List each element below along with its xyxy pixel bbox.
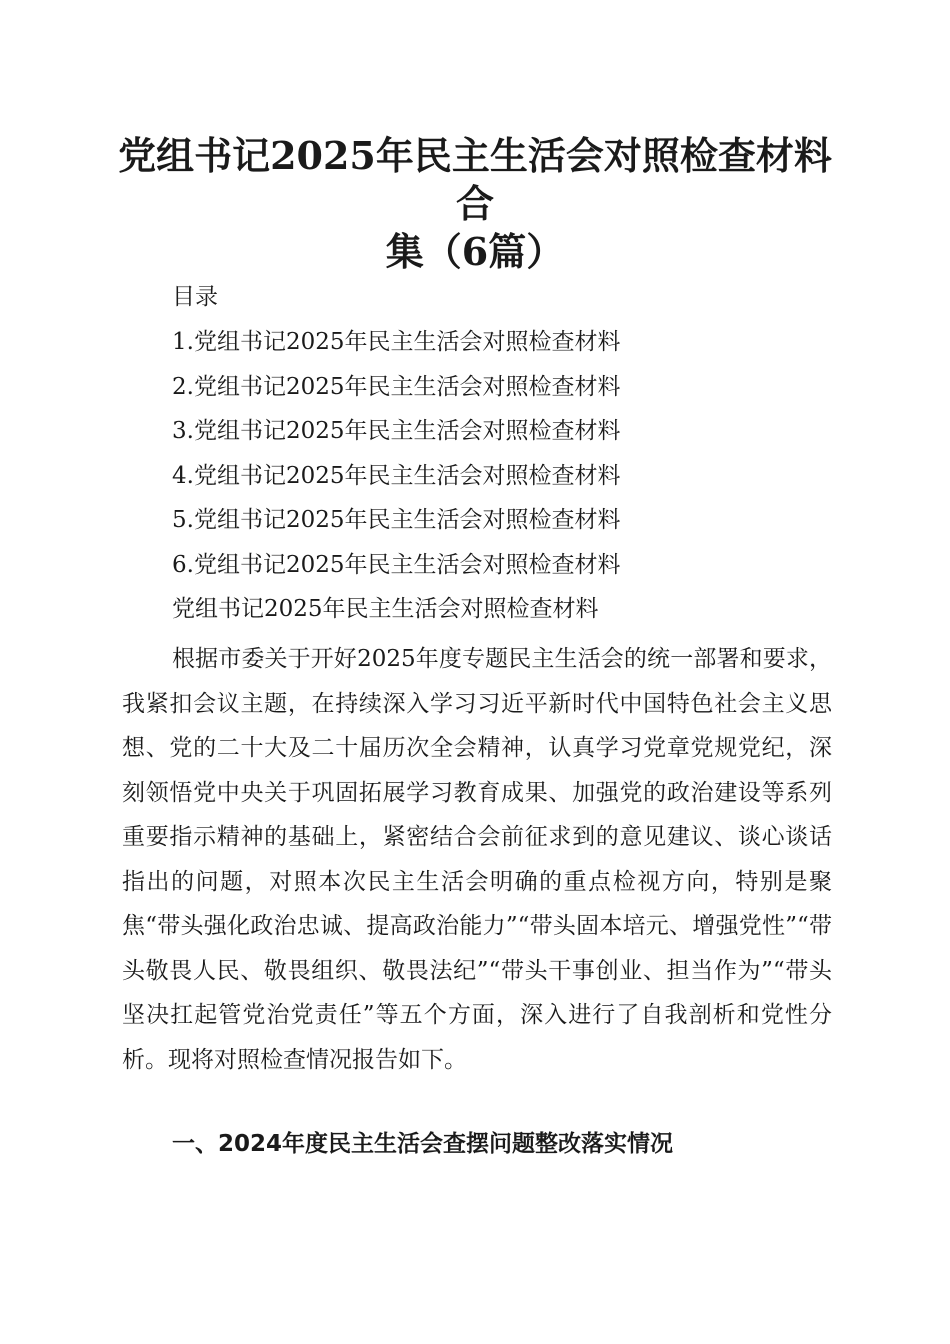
toc-heading: 目录 [172, 284, 218, 310]
toc-item-2: 2.党组书记2025年民主生活会对照检查材料 [172, 373, 621, 400]
document-title [110, 132, 840, 276]
toc-item-6: 6.党组书记2025年民主生活会对照检查材料 [172, 551, 621, 578]
toc-item-3: 3.党组书记2025年民主生活会对照检查材料 [172, 418, 621, 444]
document-title-line-2: 集（6篇） [385, 229, 565, 274]
section-heading: 一、2024年度民主生活会查摆问题整改落实情况 [172, 1131, 674, 1157]
toc-item-5: 5.党组书记2025年民主生活会对照检查材料 [172, 507, 621, 533]
article-title: 党组书记2025年民主生活会对照检查材料 [172, 596, 599, 622]
document-title-line-1: 党组书记2025年民主生活会对照检查材料合 [118, 133, 832, 226]
body-paragraph: 根据市委关于开好2025年度专题民主生活会的统一部署和要求，我紧扣会议主题，在持续深入学习习近平新时代中国特色社会主义思想、党的二十大及二十届历次全会精神，认真学习党章党规党纪，深刻领悟党中央关于巩固拓展学习教育成果、加强党的政治建设等系列重要指示精神的基础上，紧密结合会前征求到的意见建议、谈心谈话指出的问题，对照本次民主生活会明确的重点检视方向，特别是聚焦“带头强化政治忠诚、提高政治能力”“带头固本培元、增强党性”“带头敬畏人民、敬畏组织、敬畏法纪”“带头干事创业、担当作为”“带头坚决扛起管党治党责任”等五个方面，深入进行了自我剖析和党性分析。现将对照检查情况报告如下。 [122, 646, 832, 1073]
toc-item-4: 4.党组书记2025年民主生活会对照检查材料 [172, 462, 621, 489]
table-of-contents [172, 326, 620, 593]
toc-item-1: 1.党组书记2025年民主生活会对照检查材料 [172, 329, 621, 355]
